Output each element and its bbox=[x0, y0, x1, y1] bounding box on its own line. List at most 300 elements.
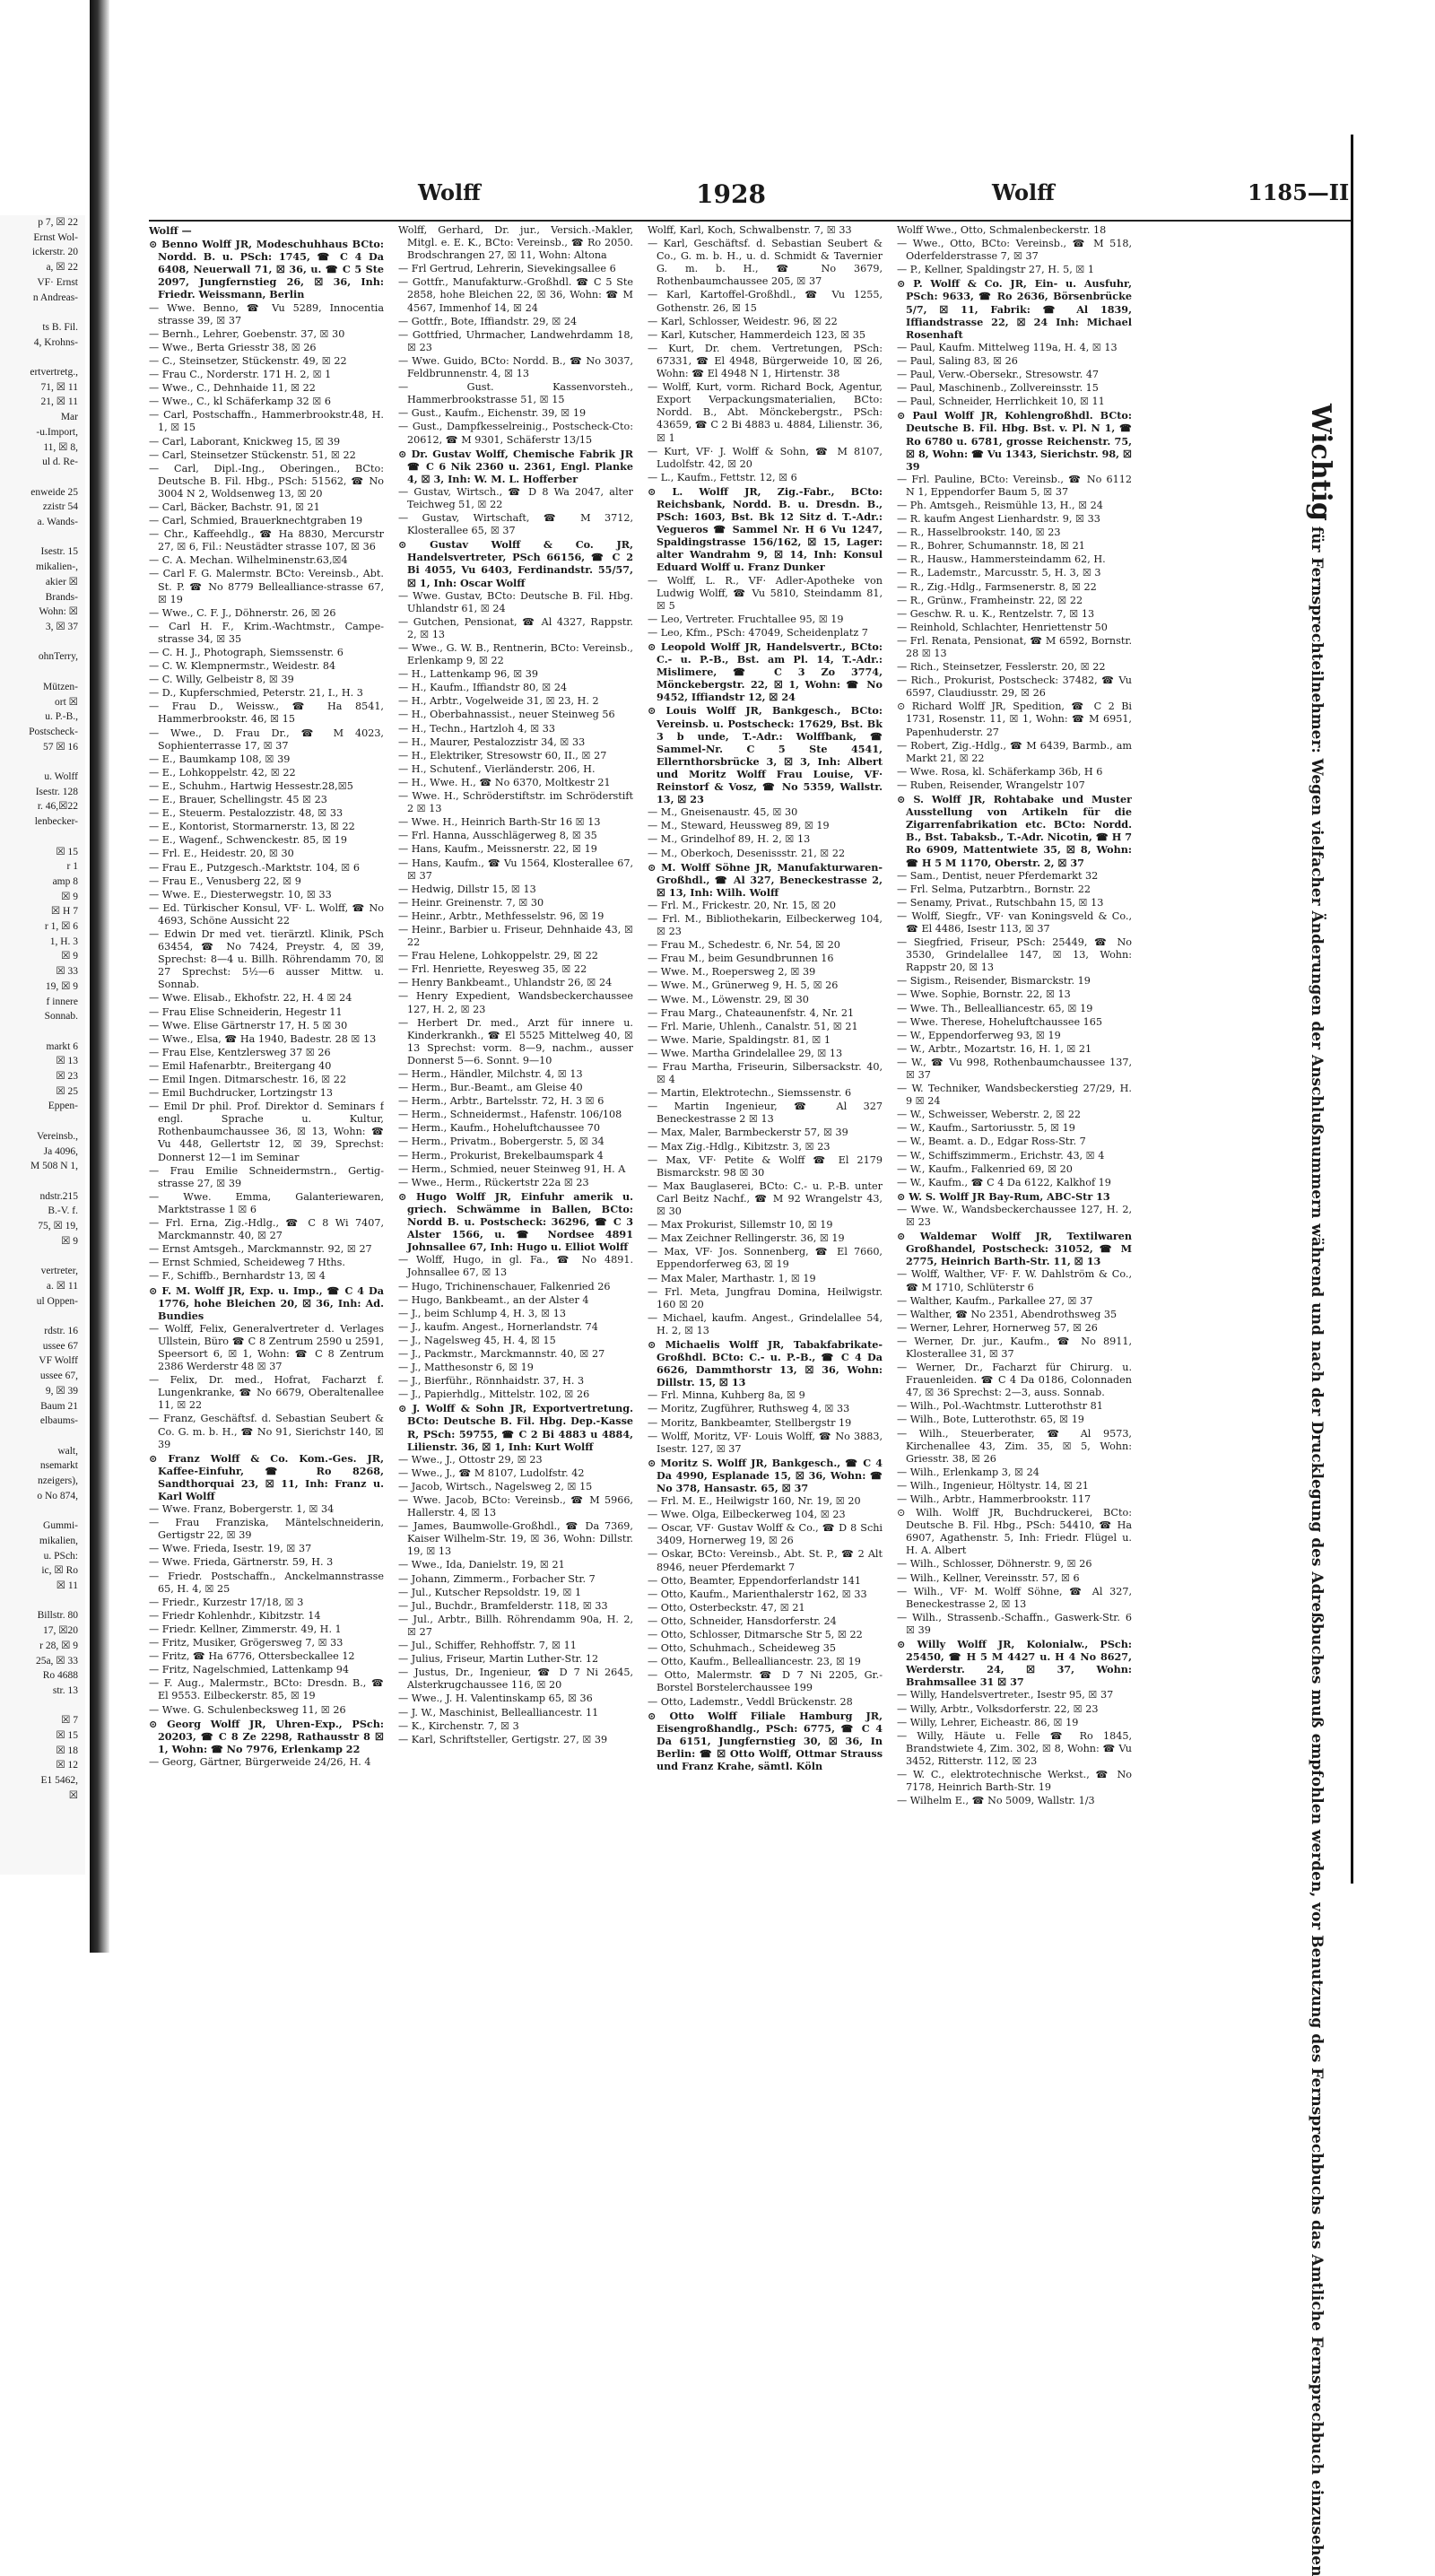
directory-entry: — Karl, Kartoffel-Großhdl., ☎ Vu 1255, Gothenstr. 26, ☒ 15 bbox=[648, 289, 883, 314]
facing-page-line: ertvertretg., bbox=[30, 367, 78, 379]
header-right-keyword: Wolff bbox=[992, 179, 1055, 205]
header-left-keyword: Wolff bbox=[418, 179, 481, 205]
directory-entry: — Siegfried, Friseur, PSch: 25449, ☎ No 3530, Grindelallee 147, ☒ 13, Wohn: Rappstr 20, ☒ 13 bbox=[897, 936, 1132, 974]
directory-entry: — Herm., Arbtr., Bartelsstr. 72, H. 3 ☒ 6 bbox=[398, 1095, 604, 1108]
directory-entry: — M., Gneisenaustr. 45, ☒ 30 bbox=[648, 806, 798, 819]
firm-entry: ⊙ Dr. Gustav Wolff, Chemische Fabrik JR ☎ C 6 Nik 2360 u. 2361, Engl. Planke 4, ☒ 3, Inh: W. M. L. Hofferber bbox=[398, 447, 633, 485]
firm-entry: ⊙ F. M. Wolff JR, Exp. u. Imp., ☎ C 4 Da 1776, hohe Bleichen 20, ☒ 36, Inh: Ad. Bundies bbox=[149, 1284, 384, 1322]
directory-entry: — Wwe., Ida, Danielstr. 19, ☒ 21 bbox=[398, 1559, 565, 1571]
facing-page-line: ☒ 18 bbox=[56, 1745, 78, 1756]
directory-entry: — Carl, Postschaffn., Hammerbrookstr.48, H. 1, ☒ 15 bbox=[149, 409, 384, 434]
facing-page-line: ickerstr. 20 bbox=[31, 247, 78, 258]
directory-entry: — Sam., Dentist, neuer Pferdemarkt 32 bbox=[897, 869, 1099, 882]
facing-page-line: ☒ 25 bbox=[56, 1085, 78, 1097]
directory-entry: — Edwin Dr med vet. tierärztl. Klinik, PSch 63454, ☎ No 7424, Preystr. 4, ☒ 39, Sprechst: 8—4 u. Billh. Röhrendamm 70, ☒ 27 Sprechst: 5½—6 ausser Mittw. u. Sonnab. bbox=[149, 927, 384, 991]
directory-entry: — Willy, Handelsvertreter., Isestr 95, ☒ 37 bbox=[897, 1689, 1114, 1701]
directory-entry: — Jul., Schiffer, Rehhoffstr. 7, ☒ 11 bbox=[398, 1640, 577, 1652]
directory-entry: — Carl, Laborant, Knickweg 15, ☒ 39 bbox=[149, 435, 341, 448]
directory-entry: — Frl. E., Heidestr. 20, ☒ 30 bbox=[149, 848, 294, 860]
directory-entry: — Emil Buchdrucker, Lortzingstr 13 bbox=[149, 1087, 333, 1100]
directory-entry: — Wolff, Hugo, in gl. Fa., ☎ No 4891. Johnsallee 67, ☒ 13 bbox=[398, 1254, 633, 1279]
firm-entry: ⊙ Hugo Wolff JR, Einfuhr amerik u. griech. Schwämme in Ballen, BCto: Nordd B. u. Postscheck: 36296, ☎ C 3 Alster 1566, u. ☎ Nordsee 4891 Johnsallee 67, Inh: Hugo u. Elliot Wolff bbox=[398, 1189, 633, 1254]
facing-page-line bbox=[0, 350, 85, 365]
directory-entry: — Wilh., Steuerberater, ☎ Al 9573, Kirchenallee 43, Zim. 35, ☒ 5, Wohn: Griesstr. 38, ☒ 26 bbox=[897, 1427, 1132, 1465]
firm-entry: ⊙ M. Wolff Söhne JR, Manufakturwaren-Großhdl., ☎ Al 327, Beneckestrasse 2, ☒ 13, Inh: Wilh. Wolff bbox=[648, 860, 883, 899]
directory-entry: — Wwe., Berta Griesstr 38, ☒ 26 bbox=[149, 341, 317, 353]
directory-page bbox=[113, 135, 1353, 2576]
firm-entry: ⊙ Michaelis Wolff JR, Tabakfabrikate-Großhdl. BCto: C.- u. P.-B., ☎ C 4 Da 6626, Dammthorstr 13, ☒ 36, Wohn: Dillstr. 15, ☒ 13 bbox=[648, 1337, 883, 1389]
directory-entry: — Wilh., Strassenb.-Schaffn., Gaswerk-Str. 6 ☒ 39 bbox=[897, 1611, 1132, 1636]
firm-entry: ⊙ Paul Wolff JR, Kohlengroßhdl. BCto: Deutsche B. Fil. Hbg. Bst. v. Pl. N 1, ☎ Ro 6780 u. 6781, grosse Reichenstr. 75, ☒ 8, Wohn: ☎ Vu 1343, Sierichstr. 98, ☒ 39 bbox=[897, 409, 1132, 473]
directory-entry: — J., Packmstr., Marckmannstr. 40, ☒ 27 bbox=[398, 1347, 605, 1360]
firm-entry: ⊙ Gustav Wolff & Co. JR, Handelsvertreter, PSch 66156, ☎ C 2 Bi 4055, Vu 6403, Ferdinandstr. 55/57, ☒ 1, Inh: Oscar Wolff bbox=[398, 538, 633, 589]
facing-page-line bbox=[0, 1249, 85, 1265]
directory-entry: — Otto, Osterbeckstr. 47, ☒ 21 bbox=[648, 1601, 805, 1614]
directory-entry: — Paul, Schneider, Herrlichkeit 10, ☒ 11 bbox=[897, 396, 1105, 408]
directory-entry: — Emil Ingen. Ditmarschestr. 16, ☒ 22 bbox=[149, 1074, 347, 1085]
directory-entry: — E., Schuhm., Hartwig Hessestr.28,☒5 bbox=[149, 779, 353, 792]
facing-page-line: r 1, ☒ 6 bbox=[44, 921, 78, 933]
directory-entry: — Wwe., D. Frau Dr., ☎ M 4023, Sophienterrasse 17, ☒ 37 bbox=[149, 727, 384, 752]
directory-entry: — Senamy, Privat., Rutschbahn 15, ☒ 13 bbox=[897, 896, 1104, 909]
directory-entry: — Heinr., Barbier u. Friseur, Dehnhaide 43, ☒ 22 bbox=[398, 923, 633, 949]
directory-entry: — Friedr. Kellner, Zimmerstr. 49, H. 1 bbox=[149, 1623, 342, 1635]
facing-page-line: ts B. Fil. bbox=[42, 321, 78, 333]
firm-entry: Wolff — bbox=[149, 224, 192, 237]
directory-entry: — Friedr. Postschaffn., Anckelmannstrasse 65, H. 4, ☒ 25 bbox=[149, 1570, 384, 1595]
directory-entry: — Max, VF· Petite & Wolff ☎ El 2179 Bismarckstr. 98 ☒ 30 bbox=[648, 1153, 883, 1179]
directory-entry: — H., Techn., Hartzloh 4, ☒ 33 bbox=[398, 722, 556, 735]
directory-entry: — H., Kaufm., Iffiandstr 80, ☒ 24 bbox=[398, 682, 568, 694]
directory-entry: — Franz, Geschäftsf. d. Sebastian Seubert & Co. G. m. b. H., ☎ No 91, Sierichstr 140, ☒ 39 bbox=[149, 1413, 384, 1450]
facing-page-line: ☒ 9 bbox=[61, 1235, 78, 1247]
directory-entry: — Georg, Gärtner, Bürgerweide 24/26, H. 4 bbox=[149, 1755, 371, 1768]
facing-page-line: amp 8 bbox=[52, 875, 78, 887]
directory-entry: — Otto, Kaufm., Bellealliancestr. 23, ☒ 19 bbox=[648, 1656, 861, 1668]
directory-entry: — K., Kirchenstr. 7, ☒ 3 bbox=[398, 1719, 519, 1732]
facing-page-line bbox=[0, 635, 85, 650]
directory-entry: — Leo, Vertreter. Fruchtallee 95, ☒ 19 bbox=[648, 613, 844, 625]
directory-entry: — Wwe. Frieda, Isestr. 19, ☒ 37 bbox=[149, 1543, 312, 1555]
directory-entry: — Frl. Minna, Kuhberg 8a, ☒ 9 bbox=[648, 1389, 805, 1402]
directory-entry: — Frl. Erna, Zig.-Hdlg., ☎ C 8 Wi 7407, Marckmannstr. 40, ☒ 27 bbox=[149, 1217, 384, 1242]
directory-entry: — Wwe. G. Schulenbecksweg 11, ☒ 26 bbox=[149, 1703, 346, 1716]
directory-entry: — Ernst Amtsgeh., Marckmannstr. 92, ☒ 27 bbox=[149, 1243, 372, 1256]
directory-entry: — Gutchen, Pensionat, ☎ Al 4327, Rappstr. 2, ☒ 13 bbox=[398, 615, 633, 640]
directory-entry: — Felix, Dr. med., Hofrat, Facharzt f. Lungenkranke, ☎ No 6679, Oberaltenallee 11, ☒ 22 bbox=[149, 1374, 384, 1412]
facing-page-line: Postscheck- bbox=[29, 726, 78, 737]
directory-entry: — W., Kaufm., Falkenried 69, ☒ 20 bbox=[897, 1162, 1073, 1175]
directory-entry: — E., Brauer, Schellingstr. 45 ☒ 23 bbox=[149, 794, 327, 806]
directory-entry: — Paul, Verw.-Obersekr., Stresowstr. 47 bbox=[897, 369, 1100, 381]
facing-page-line: ☒ 12 bbox=[56, 1760, 78, 1771]
directory-entry: — Frau Else, Kentzlersweg 37 ☒ 26 bbox=[149, 1046, 331, 1058]
directory-entry: — Wolff, Felix, Generalvertreter d. Verlages Ullstein, Büro ☎ C 8 Zentrum 2590 u 2591, Speersort 6, ☒ 1, Wohn: ☎ C 8 Zentrum 2386 Werderstr 48 ☒ 37 bbox=[149, 1322, 384, 1373]
facing-page-line: n Andreas- bbox=[32, 292, 78, 303]
directory-entry: — Herm., Schneidermst., Hafenstr. 106/108 bbox=[398, 1109, 622, 1121]
book-gutter bbox=[90, 0, 109, 1953]
directory-entry: — Max Zig.-Hdlg., Kibitzstr. 3, ☒ 23 bbox=[648, 1140, 831, 1153]
directory-entry: — Jacob, Wirtsch., Nagelsweg 2, ☒ 15 bbox=[398, 1480, 593, 1493]
directory-entry: — Wolff, Kurt, vorm. Richard Bock, Agentur, Export Verpackungsmaterialien, BCto: Nordd. B., Abt. Mönckebergstr., PSch: 43659, ☎ C 2 Bi 4883 u. 4884, Lilienstr. 36, ☒ 1 bbox=[648, 381, 883, 444]
directory-entry: — Wwe. Elise Gärtnerstr 17, H. 5 ☒ 30 bbox=[149, 1019, 348, 1031]
facing-page-line: Ro 4688 bbox=[42, 1670, 78, 1682]
directory-entry: — D., Kupferschmied, Peterstr. 21, I., H. 3 bbox=[149, 687, 363, 700]
directory-entry: — M., Steward, Heussweg 89, ☒ 19 bbox=[648, 820, 830, 832]
facing-page-line: ☒ 11 bbox=[56, 1580, 78, 1591]
directory-entry: — Hans, Kaufm., ☎ Vu 1564, Klosterallee 67, ☒ 37 bbox=[398, 857, 633, 882]
directory-entry: — Kurt, Dr. chem. Vertretungen, PSch: 67331, ☎ El 4948, Bürgerweide 10, ☒ 26, Wohn: ☎ El 4948 N 1, Hirtenstr. 38 bbox=[648, 342, 883, 380]
directory-entry: — Fritz, Musiker, Grögersweg 7, ☒ 33 bbox=[149, 1637, 344, 1649]
directory-entry: — E., Baumkamp 108, ☒ 39 bbox=[149, 753, 291, 765]
directory-entry: — Carl, Schmied, Brauerknechtgraben 19 bbox=[149, 515, 363, 527]
firm-entry: ⊙ Benno Wolff JR, Modeschuhhaus BCto: Nordd. B. u. PSch: 1745, ☎ C 4 Da 6408, Neuerwall 71, ☒ 36, u. ☎ C 5 Ste 2097, Jungfernstieg 26, ☒ 36, Inh: Friedr. Weissmann, Berlin bbox=[149, 238, 384, 301]
directory-entry: — Wwe., C. F. J., Döhnerstr. 26, ☒ 26 bbox=[149, 606, 336, 619]
directory-entry: — Martin Ingenieur, ☎ Al 327 Beneckestrasse 2 ☒ 13 bbox=[648, 1101, 883, 1126]
directory-entry: — Frau E., Venusberg 22, ☒ 9 bbox=[149, 875, 301, 887]
directory-entry: — Max Bauglaserei, BCto: C.- u. P.-B. unter Carl Beitz Nachf., ☎ M 92 Wrangelstr 43, ☒ 30 bbox=[648, 1179, 883, 1218]
directory-entry: — Frau E., Putzgesch.-Marktstr. 104, ☒ 6 bbox=[149, 861, 360, 874]
directory-entry: — Frau Franziska, Mäntelschneiderin, Gertigstr 22, ☒ 39 bbox=[149, 1517, 384, 1542]
facing-page-line: lenbecker- bbox=[34, 816, 78, 828]
directory-entry: — Herm., Privatm., Bobergerstr. 5, ☒ 34 bbox=[398, 1136, 604, 1148]
facing-page-line: o No 874, bbox=[37, 1490, 78, 1501]
directory-entry: — Frl. Renata, Pensionat, ☎ M 6592, Bornstr. 28 ☒ 13 bbox=[897, 634, 1132, 659]
directory-entry: — R., Zig.-Hdlg., Farmsenerstr. 8, ☒ 22 bbox=[897, 580, 1097, 593]
directory-entry: — Carl, Bäcker, Bachstr. 91, ☒ 21 bbox=[149, 500, 320, 513]
directory-entry: — R., Lademstr., Marcusstr. 5, H. 3, ☒ 3 bbox=[897, 567, 1101, 579]
facing-page-line: ic, ☒ Ro bbox=[41, 1565, 78, 1577]
directory-entry: — Oskar, BCto: Vereinsb., Abt. St. P., ☎ 2 Alt 8946, neuer Pferdemarkt 7 bbox=[648, 1548, 883, 1573]
facing-page-line: 9, ☒ 39 bbox=[45, 1385, 78, 1397]
facing-page-line: 71, ☒ 11 bbox=[40, 381, 78, 393]
directory-entry: — Wwe. Franz, Bobergerstr. 1, ☒ 34 bbox=[149, 1503, 335, 1516]
directory-entry: — Michael, kaufm. Angest., Grindelallee 54, H. 2, ☒ 13 bbox=[648, 1311, 883, 1336]
directory-entry: — E., Steuerm. Pestalozzistr. 48, ☒ 33 bbox=[149, 807, 344, 820]
facing-page-line: Mar bbox=[60, 412, 78, 423]
facing-page-line: Isestr. 128 bbox=[35, 786, 78, 797]
directory-entry: — Wilh., Erlenkamp 3, ☒ 24 bbox=[897, 1466, 1039, 1478]
directory-entry: — C. Willy, Gelbeistr 8, ☒ 39 bbox=[149, 674, 294, 686]
facing-page-line: nzeigers), bbox=[37, 1475, 78, 1487]
directory-entry: — Frl. M., Frickestr. 20, Nr. 15, ☒ 20 bbox=[648, 899, 837, 911]
facing-page-line: r 1 bbox=[66, 861, 78, 873]
directory-entry: — Friedr Kohlenhdr., Kibitzstr. 14 bbox=[149, 1609, 321, 1622]
directory-entry: — Wwe., Elsa, ☎ Ha 1940, Badestr. 28 ☒ 13 bbox=[149, 1032, 377, 1045]
facing-page-line: Vereinsb., bbox=[37, 1130, 78, 1142]
directory-entry: — Wwe. Rosa, kl. Schäferkamp 36b, H 6 bbox=[897, 765, 1103, 778]
directory-entry: — Hedwig, Dillstr 15, ☒ 13 bbox=[398, 883, 536, 895]
directory-entry: — Wwe. M., Grünerweg 9, H. 5, ☒ 26 bbox=[648, 979, 839, 992]
facing-page-line: f innere bbox=[46, 996, 78, 1007]
directory-entry: — Wwe. Emma, Galanteriewaren, Marktstrasse 1 ☒ 6 bbox=[149, 1190, 384, 1215]
facing-page-line: ussee 67 bbox=[42, 1340, 78, 1352]
directory-entry: — Frl. Henriette, Reyesweg 35, ☒ 22 bbox=[398, 963, 587, 976]
directory-entry: — Frl. Pauline, BCto: Vereinsb., ☎ No 6112 N 1, Eppendorfer Baum 5, ☒ 37 bbox=[897, 473, 1132, 498]
directory-entry: — Herm., Kaufm., Hoheluftchaussee 70 bbox=[398, 1122, 600, 1135]
firm-entry: ⊙ Willy Wolff JR, Kolonialw., PSch: 25450, ☎ H 5 M 4427 u. H 4 No 8627, Werderstr. 24, ☒ 37, Wohn: Brahmsallee 31 ☒ 37 bbox=[897, 1638, 1132, 1689]
directory-entry: — Walther, ☎ No 2351, Abendrothsweg 35 bbox=[897, 1308, 1118, 1320]
directory-entry: — Frl. Selma, Putzarbtrn., Bornstr. 22 bbox=[897, 883, 1091, 895]
facing-page-line: M 508 N 1, bbox=[30, 1161, 78, 1172]
directory-entry: — Otto, Schlosser, Ditmarsche Str 5, ☒ 22 bbox=[648, 1629, 863, 1641]
directory-entry: — Emil Hafenarbtr., Breitergang 40 bbox=[149, 1059, 332, 1072]
facing-page-line: r. 46,☒22 bbox=[37, 801, 78, 813]
directory-entry: — Wilhelm E., ☎ No 5009, Wallstr. 1/3 bbox=[897, 1795, 1095, 1807]
directory-entry: — C. H. J., Photograph, Siemssenstr. 6 bbox=[149, 647, 344, 658]
directory-entry: — Heinr., Arbtr., Methfesselstr. 96, ☒ 19 bbox=[398, 909, 604, 922]
firm-entry: ⊙ Waldemar Wolff JR, Textilwaren Großhandel, Postscheck: 31052, ☎ M 2775, Heinrich Barth-Str. 11, ☒ 13 bbox=[897, 1230, 1132, 1268]
facing-page-line: ohnTerry, bbox=[38, 651, 78, 663]
firm-entry: ⊙ Franz Wolff & Co. Kom.-Ges. JR, Kaffee-Einfuhr, ☎ Ro 8268, Sandthorquai 23, ☒ 11, Inh: Franz u. Karl Wolff bbox=[149, 1451, 384, 1502]
directory-entry: — H., Wwe. H., ☎ No 6370, Moltkestr 21 bbox=[398, 776, 611, 788]
directory-entry: — W., Kaufm., Sartoriusstr. 5, ☒ 19 bbox=[897, 1122, 1075, 1135]
directory-entry: — Wwe. Benno, ☎ Vu 5289, Innocentia strasse 39, ☒ 37 bbox=[149, 301, 384, 326]
facing-page-line: Mützen- bbox=[43, 681, 78, 692]
directory-entry: — Wwe., J., Ottostr 29, ☒ 23 bbox=[398, 1453, 543, 1466]
directory-entry: — Henry Expedient, Wandsbeckerchaussee 127, H. 2, ☒ 23 bbox=[398, 990, 633, 1015]
directory-entry: — Gustav, Wirtsch., ☎ D 8 Wa 2047, alter Teichweg 51, ☒ 22 bbox=[398, 485, 633, 510]
facing-page-line bbox=[0, 1594, 85, 1609]
directory-entry: — Wwe. Guido, BCto: Nordd. B., ☎ No 3037, Feldbrunnenstr. 4, ☒ 13 bbox=[398, 354, 633, 380]
directory-entry: — R. kaufm Angest Lienhardstr. 9, ☒ 33 bbox=[897, 513, 1100, 526]
directory-entry: — C. W. Klempnermstr., Weidestr. 84 bbox=[149, 660, 336, 673]
directory-entry: — Herm., Händler, Milchstr. 4, ☒ 13 bbox=[398, 1068, 583, 1080]
directory-entry: — Otto, Beamter, Eppendorferlandstr 141 bbox=[648, 1574, 862, 1587]
directory-entry: — Ph. Amtsgeh., Reismühle 13, H., ☒ 24 bbox=[897, 499, 1103, 511]
directory-entry: — Gust., Kaufm., Eichenstr. 39, ☒ 19 bbox=[398, 407, 587, 420]
directory-entry: — Wwe. W., Wandsbeckerchaussee 127, H. 2, ☒ 23 bbox=[897, 1203, 1132, 1229]
facing-page-line: 25a, ☒ 33 bbox=[35, 1655, 78, 1667]
directory-entry: — Rich., Prokurist, Postscheck: 37482, ☎ Vu 6597, Claudiusstr. 29, ☒ 26 bbox=[897, 674, 1132, 700]
directory-entry: — Jul., Buchdr., Bramfelderstr. 118, ☒ 33 bbox=[398, 1599, 608, 1612]
directory-entry: — Max, Maler, Barmbeckerstr 57, ☒ 39 bbox=[648, 1127, 848, 1139]
directory-entry: — Karl, Schlosser, Weidestr. 96, ☒ 22 bbox=[648, 315, 838, 327]
facing-page-line: rdstr. 16 bbox=[44, 1326, 78, 1337]
facing-page-line: ☒ H 7 bbox=[50, 906, 78, 918]
facing-page-line: vertreter, bbox=[40, 1266, 78, 1277]
facing-page-line bbox=[0, 305, 85, 320]
directory-entry: — Wwe. Martha Grindelallee 29, ☒ 13 bbox=[648, 1047, 843, 1059]
facing-page-line bbox=[0, 754, 85, 770]
facing-page-line: Billstr. 80 bbox=[37, 1610, 78, 1622]
directory-entry: — Fritz, ☎ Ha 6776, Ottersbeckallee 12 bbox=[149, 1650, 355, 1663]
facing-page-line: 17, ☒20 bbox=[42, 1625, 78, 1637]
firm-entry: ⊙ Georg Wolff JR, Uhren-Exp., PSch: 20203, ☎ C 8 Ze 2298, Rathausstr 8 ☒ 1, Wohn: ☎ No 7976, Erlenkamp 22 bbox=[149, 1717, 384, 1755]
directory-entry: — Wwe. H., Schröderstiftstr. im Schröderstift 2 ☒ 13 bbox=[398, 790, 633, 815]
facing-page-line: zzistr 54 bbox=[42, 501, 78, 513]
directory-entry: — Carl, Steinsetzer Stückenstr. 51, ☒ 22 bbox=[149, 448, 356, 461]
facing-page-line: ☒ 7 bbox=[61, 1715, 78, 1727]
directory-entry: — Frau Elise Schneiderin, Hegestr 11 bbox=[149, 1005, 343, 1018]
directory-entry: — Oscar, VF· Gustav Wolff & Co., ☎ D 8 Schi 3409, Hornerweg 19, ☒ 26 bbox=[648, 1522, 883, 1547]
directory-entry: — Wwe. Jacob, BCto: Vereinsb., ☎ M 5966, Hallerstr. 4, ☒ 13 bbox=[398, 1494, 633, 1519]
directory-entry: — Wwe. M., Löwenstr. 29, ☒ 30 bbox=[648, 993, 809, 1005]
directory-entry: — Karl, Geschäftsf. d. Sebastian Seubert & Co., G. m. b. H., u. d. Schmidt & Tavernier G. m. b. H., ☎ No 3679, Rothenbaumchaussee 205, ☒ 37 bbox=[648, 238, 883, 288]
directory-entry: — R., Grünw., Framheinstr. 22, ☒ 22 bbox=[897, 594, 1083, 606]
directory-entry: — Wwe. H., Heinrich Barth-Str 16 ☒ 13 bbox=[398, 816, 601, 829]
directory-entry: — Emil Dr phil. Prof. Direktor d. Seminars f engl. Sprache u. Kultur, Rothenbaumchaussee 36, ☒ 13, Wohn: ☎ Vu 448, Gellertstr 12, ☒ 39, Sprechst: Donnerst 12—1 im Seminar bbox=[149, 1101, 384, 1163]
directory-entry: ⊙ Richard Wolff JR, Spedition, ☎ C 2 Bi 1731, Rosenstr. 11, ☒ 1, Wohn: ☎ M 6951, Papenhuderstr. 27 bbox=[897, 701, 1132, 738]
facing-page-line: u. P.-B., bbox=[45, 711, 78, 723]
directory-entry: — M., Oberkoch, Desenissstr. 21, ☒ 22 bbox=[648, 847, 846, 859]
facing-page-line: akier ☒ bbox=[45, 576, 78, 587]
directory-entry: — Wwe., G. W. B., Rentnerin, BCto: Vereinsb., Erlenkamp 9, ☒ 22 bbox=[398, 642, 633, 667]
facing-page-line: Sonnab. bbox=[44, 1011, 78, 1023]
directory-entry: — W., Arbtr., Mozartstr. 16, H. 1, ☒ 21 bbox=[897, 1042, 1092, 1055]
directory-entry: — Gottfr., Bote, Iffiandstr. 29, ☒ 24 bbox=[398, 315, 578, 327]
column-4 bbox=[897, 224, 1132, 1848]
facing-page-line: Gummi- bbox=[43, 1520, 78, 1532]
facing-page-line: nsemarkt bbox=[39, 1460, 78, 1472]
firm-entry: ⊙ Louis Wolff JR, Bankgesch., BCto: Vereinsb. u. Postscheck: 17629, Bst. Bk 3 b unde, T.-Adr.: Wolffbank, ☎ Sammel-Nr. C 5 Ste 4541, Ellernthorsbrücke 3, ☒ 3, Inh: Albert und Moritz Wolff Frau Louise, VF· Reinstorf & Vosz, ☎ No 5359, Wallstr. 13, ☒ 23 bbox=[648, 704, 883, 806]
directory-entry: — Wwe., C., Dehnhaide 11, ☒ 22 bbox=[149, 382, 316, 395]
directory-entry: — Ernst Schmied, Scheideweg 7 Hths. bbox=[149, 1257, 345, 1269]
column-1 bbox=[149, 224, 384, 1848]
directory-entry: — J., Matthesonstr 6, ☒ 19 bbox=[398, 1362, 534, 1374]
directory-entry: — Gustav, Wirtschaft, ☎ M 3712, Klosterallee 65, ☒ 37 bbox=[398, 512, 633, 537]
directory-entry: — Frau Martha, Friseurin, Silbersackstr. 40, ☒ 4 bbox=[648, 1061, 883, 1086]
directory-entry: — Wilh., VF· M. Wolff Söhne, ☎ Al 327, Beneckestrasse 2, ☒ 13 bbox=[897, 1585, 1132, 1610]
facing-page-line: Brands- bbox=[45, 591, 78, 603]
directory-entry: — Frl. M. E., Heilwigstr 160, Nr. 19, ☒ 20 bbox=[648, 1495, 861, 1508]
directory-entry: — Wwe., Herm., Rückertstr 22a ☒ 23 bbox=[398, 1176, 589, 1188]
directory-entry: ⊙ Wilh. Wolff JR, Buchdruckerei, BCto: Deutsche B. Fil. Hbg., PSch: 54410, ☎ Ha 6907, Agathenstr. 5, Inh: Friedr. Flügel u. H. A. Albert bbox=[897, 1507, 1132, 1557]
directory-entry: — H., Maurer, Pestalozzistr 34, ☒ 33 bbox=[398, 735, 586, 748]
directory-entry: — Wwe. Elisab., Ekhofstr. 22, H. 4 ☒ 24 bbox=[149, 992, 352, 1005]
facing-page-line: ☒ 9 bbox=[61, 891, 78, 902]
directory-entry: — W. C., elektrotechnische Werkst., ☎ No 7178, Heinrich Barth-Str. 19 bbox=[897, 1768, 1132, 1794]
facing-page-line: ☒ bbox=[68, 1789, 78, 1801]
directory-entry: — Wwe. Marie, Spaldingstr. 81, ☒ 1 bbox=[648, 1033, 831, 1046]
facing-page-line: p 7, ☒ 22 bbox=[38, 217, 78, 228]
facing-page-line: ort ☒ bbox=[55, 696, 78, 708]
facing-page-line: Isestr. 15 bbox=[40, 546, 78, 558]
directory-entry: — Frau Emilie Schneidermstrn., Gertig-strasse 27, ☒ 39 bbox=[149, 1164, 384, 1189]
directory-entry: — Wwe. Frieda, Gärtnerstr. 59, H. 3 bbox=[149, 1556, 334, 1569]
facing-page-line bbox=[0, 1503, 85, 1519]
directory-entry: — Karl, Kutscher, Hammerdeich 123, ☒ 35 bbox=[648, 328, 865, 341]
facing-page-line: B.-V. f. bbox=[48, 1205, 78, 1217]
directory-entry: — Julius, Friseur, Martin Luther-Str. 12 bbox=[398, 1653, 599, 1666]
directory-entry: — Frau M., Schedestr. 6, Nr. 54, ☒ 20 bbox=[648, 939, 840, 952]
facing-page-line: 19, ☒ 9 bbox=[45, 980, 78, 992]
directory-entry: — Walther, Kaufm., Parkallee 27, ☒ 37 bbox=[897, 1294, 1093, 1307]
directory-entry: — C. A. Mechan. Wilhelminenstr.63,☒4 bbox=[149, 554, 348, 567]
column-2 bbox=[398, 224, 633, 1848]
directory-entry: — Robert, Zig.-Hdlg., ☎ M 6439, Barmb., am Markt 21, ☒ 22 bbox=[897, 739, 1132, 764]
directory-entry: — Geschw. R. u. K., Rentzelstr. 7, ☒ 13 bbox=[897, 607, 1095, 620]
directory-entry: — Frau Helene, Lohkoppelstr. 29, ☒ 22 bbox=[398, 950, 598, 962]
directory-entry: — R., Hasselbrookstr. 140, ☒ 23 bbox=[897, 527, 1061, 539]
facing-page-line: enweide 25 bbox=[30, 486, 78, 498]
firm-entry: ⊙ J. Wolff & Sohn JR, Exportvertretung. BCto: Deutsche B. Fil. Hbg. Dep.-Kasse R, PSch: 59755, ☎ C 2 Bi 4883 u 4884, Lilienstr. 36, ☒ 1, Inh: Kurt Wolff bbox=[398, 1402, 633, 1453]
directory-entry: — Sigism., Reisender, Bismarckstr. 19 bbox=[897, 975, 1091, 988]
directory-entry: — Wwe., Otto, BCto: Vereinsb., ☎ M 518, Oderfelderstrasse 7, ☒ 37 bbox=[897, 238, 1132, 263]
directory-entry: — Kurt, VF· J. Wolff & Sohn, ☎ M 8107, Ludolfstr. 42, ☒ 20 bbox=[648, 445, 883, 470]
facing-page-line: a. Wands- bbox=[37, 517, 78, 528]
directory-entry: — Rich., Steinsetzer, Fesslerstr. 20, ☒ 22 bbox=[897, 661, 1106, 674]
directory-entry: — Frl. M., Bibliothekarin, Eilbeckerweg 104, ☒ 23 bbox=[648, 912, 883, 938]
directory-entry: — Hans, Kaufm., Meissnerstr. 22, ☒ 19 bbox=[398, 843, 597, 856]
directory-entry: — Frl. Hanna, Ausschlägerweg 8, ☒ 35 bbox=[398, 830, 597, 842]
page-number: 1185—II bbox=[1248, 179, 1350, 205]
firm-entry: ⊙ S. Wolff JR, Rohtabake und Muster Ausstellung von Artikeln für die Zigarrenfabrikation etc. BCto: Nordd. B., Bst. Tabaksb., T.-Adr. Nicotin, ☎ H 7 Ro 6909, Mattentwiete 35, ☒ 8, Wohn: ☎ H 5 M 1170, Oberstr. 2, ☒ 37 bbox=[897, 793, 1132, 869]
facing-page-line: 3, ☒ 37 bbox=[45, 621, 78, 632]
directory-entry: — Wilh., Kellner, Vereinsstr. 57, ☒ 6 bbox=[897, 1571, 1080, 1584]
directory-entry: — Wolff, Walther, VF· F. W. Dahlström & Co., ☎ M 1710, Schlüterstr 6 bbox=[897, 1268, 1132, 1293]
directory-entry: — J. W., Maschinist, Bellealliancestr. 11 bbox=[398, 1706, 599, 1719]
header-year: 1928 bbox=[696, 179, 766, 209]
directory-entry: — Fritz, Nagelschmied, Lattenkamp 94 bbox=[149, 1664, 349, 1676]
facing-page-line: -u.Import, bbox=[36, 426, 78, 438]
directory-entry: — Friedr., Kurzestr 17/18, ☒ 3 bbox=[149, 1596, 304, 1608]
facing-page-line: 11, ☒ 8, bbox=[43, 441, 78, 453]
directory-entry: — Wilh., Arbtr., Hammerbrookstr. 117 bbox=[897, 1493, 1091, 1505]
directory-entry: — Wolff, Siegfr., VF· van Koningsveld & Co., ☎ El 4486, Isestr 113, ☒ 37 bbox=[897, 909, 1132, 935]
directory-entry: — Johann, Zimmerm., Forbacher Str. 7 bbox=[398, 1572, 596, 1585]
directory-entry: — J., Nagelsweg 45, H. 4, ☒ 15 bbox=[398, 1334, 556, 1346]
directory-entry: — Frl. Meta, Jungfrau Domina, Heilwigstr. 160 ☒ 20 bbox=[648, 1285, 883, 1310]
directory-entry: — Herm., Schmied, neuer Steinweg 91, H. A bbox=[398, 1162, 626, 1175]
directory-entry: — E., Kontorist, Stormarnerstr. 13, ☒ 22 bbox=[149, 821, 355, 833]
directory-entry: — Wwe. Th., Bellealliancestr. 65, ☒ 19 bbox=[897, 1002, 1093, 1014]
directory-entry: — Reinhold, Schlachter, Henriettenstr 50 bbox=[897, 621, 1108, 633]
facing-page-line: 4, Krohns- bbox=[33, 336, 78, 348]
directory-entry: — Hugo, Trichinenschauer, Falkenried 26 bbox=[398, 1280, 611, 1292]
directory-entry: — M., Grindelhof 89, H. 2, ☒ 13 bbox=[648, 833, 811, 846]
directory-entry: — R., Bohrer, Schumannstr. 18, ☒ 21 bbox=[897, 540, 1085, 553]
directory-entry: — J., kaufm. Angest., Hornerlandstr. 74 bbox=[398, 1320, 598, 1333]
directory-entry: — Werner, Dr., Facharzt für Chirurg. u. Frauenleiden. ☎ C 4 Da 0186, Colonnaden 47, ☒ 36 Sprechst: 2—3, auss. Sonnab. bbox=[897, 1362, 1132, 1399]
directory-entry: — Leo, Kfm., PSch: 47049, Scheidenplatz 7 bbox=[648, 626, 868, 639]
directory-entry: — Willy, Lehrer, Eicheastr. 86, ☒ 19 bbox=[897, 1716, 1079, 1728]
facing-page-line: Eppen- bbox=[48, 1101, 78, 1112]
directory-entry: — Herm., Bur.-Beamt., am Gleise 40 bbox=[398, 1082, 583, 1094]
directory-entry: — Otto, Kaufm., Marienthalerstr 162, ☒ 33 bbox=[648, 1588, 867, 1600]
directory-entry: — R., Hausw., Hammersteindamm 62, H. bbox=[897, 553, 1106, 566]
directory-entry: — Otto, Schuhmach., Scheideweg 35 bbox=[648, 1642, 836, 1655]
directory-entry: — Frau D., Weissw., ☎ Ha 8541, Hammerbrookstr. 46, ☒ 15 bbox=[149, 701, 384, 726]
directory-entry: — Ed. Türkischer Konsul, VF· L. Wolff, ☎ No 4693, Schöne Aussicht 22 bbox=[149, 901, 384, 927]
directory-entry: — Frau Marg., Chateaunenfstr. 4, Nr. 21 bbox=[648, 1006, 855, 1019]
directory-entry: — Paul, Maschinenb., Zollvereinsstr. 15 bbox=[897, 382, 1099, 395]
header-rule bbox=[149, 220, 1351, 222]
facing-page-line: a. ☒ 11 bbox=[46, 1280, 78, 1292]
facing-page-line: 75, ☒ 19, bbox=[38, 1221, 78, 1232]
directory-entry: — E., Lohkoppelstr. 42, ☒ 22 bbox=[149, 766, 296, 779]
facing-page-line: ☒ 33 bbox=[56, 966, 78, 978]
directory-entry: — H., Elektriker, Stresowstr 60, II., ☒ 27 bbox=[398, 749, 607, 761]
facing-page-line: VF Wolff bbox=[39, 1355, 78, 1367]
directory-entry: Wolff, Gerhard, Dr. jur., Versich.-Makler, Mitgl. e. E. K., BCto: Vereinsb., ☎ Ro 2050. Brodschrangen 27, ☒ 11, Wohn: Altona bbox=[398, 224, 633, 262]
directory-entry: — Frau C., Norderstr. 171 H. 2, ☒ 1 bbox=[149, 369, 332, 381]
directory-entry: — Gottfr., Manufakturw.-Großhdl. ☎ C 5 Ste 2858, hohe Bleichen 22, ☒ 36, Wohn: ☎ M 4567, Immenhof 14, ☒ 24 bbox=[398, 276, 633, 314]
facing-page-line: ☒ 15 bbox=[56, 1730, 78, 1742]
facing-page-line: ☒ 13 bbox=[56, 1056, 78, 1067]
facing-page-line bbox=[0, 1699, 85, 1714]
facing-page-line bbox=[0, 1174, 85, 1189]
facing-page-line: Ernst Wol- bbox=[33, 231, 78, 243]
notice-lead: Wichtig bbox=[1305, 404, 1336, 521]
facing-page-line bbox=[0, 470, 85, 485]
directory-entry: — Jul., Kutscher Repsoldstr. 19, ☒ 1 bbox=[398, 1586, 582, 1598]
directory-entry: Wolff, Karl, Koch, Schwalbenstr. 7, ☒ 33 bbox=[648, 224, 852, 236]
firm-entry: ⊙ W. S. Wolff JR Bay-Rum, ABC-Str 13 bbox=[897, 1189, 1110, 1203]
directory-entry: — Bernh., Lehrer, Goebenstr. 37, ☒ 30 bbox=[149, 327, 345, 340]
facing-page-line: Ja 4096, bbox=[43, 1145, 78, 1157]
facing-page-line: Baum 21 bbox=[40, 1400, 78, 1412]
